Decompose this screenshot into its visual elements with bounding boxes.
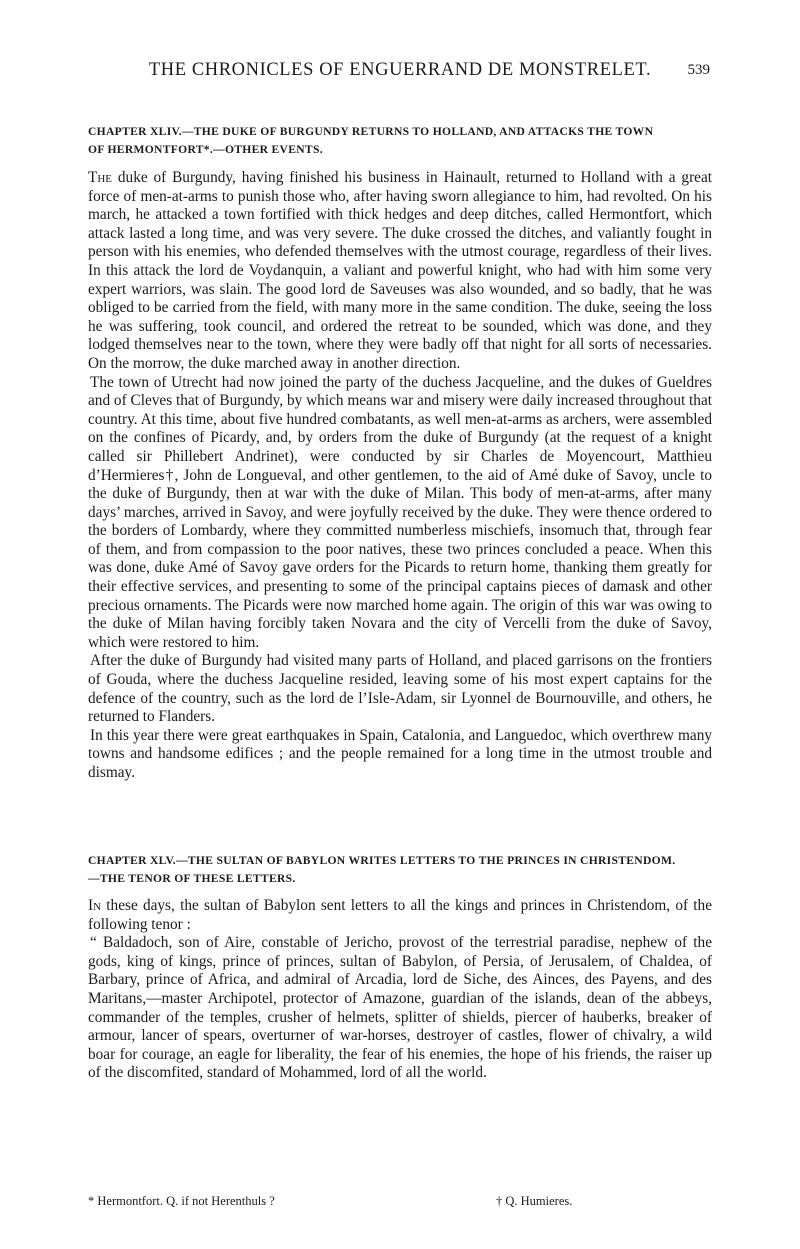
chapter-45-paragraph-2: “ Baldadoch, son of Aire, constable of Jericho, provost of the terrestrial paradise, nephew of the gods, king of kings, prince of princes, sultan of Babylon, of Persia, of Jerusalem, of Chaldea, of Barbary, prince of Africa, and admiral of Arcadia, lord de Siche, des Ainces, des Payens, and des Maritans,—master Archipotel, protector of Amazone, guardian of the islands, dean of the abbeys, commander of the temples, crusher of helmets, splitter of shields, piercer of hauberks, breaker of armour, lancer of spears, overturner of war-horses, destroyer of castles, flower of chivalry, a wild boar for courage, an eagle for liberality, the fear of his enemies, the hope of his friends, the raiser up of the discomfited, standard of Mohammed, lord of all the world. <box>88 934 712 1082</box>
chapter-45-paragraph-1-text: these days, the sultan of Babylon sent letters to all the kings and princes in Christendom, of the following tenor : <box>88 897 712 933</box>
chapter-44-paragraph-2: The town of Utrecht had now joined the party of the duchess Jacqueline, and the dukes of Gueldres and of Cleves that of Burgundy, by which means war and misery were daily increased throughout that country. At this time, about five hundred combatants, as well men-at-arms as archers, were assembled on the confines of Picardy, and, by orders from the duke of Burgundy (at the request of a knight called sir Phillebert Andrinet), were conducted by sir Charles de Moyencourt, Matthieu d’Hermieres†, John de Longueval, and other gentlemen, to the aid of Amé duke of Savoy, uncle to the duke of Burgundy, then at war with the duke of Milan. This body of men-at-arms, after many days’ marches, arrived in Savoy, and were joyfully received by the duke. They were thence ordered to the borders of Lombardy, where they committed numberless mischiefs, insomuch that, through fear of them, and from compassion to the poor natives, these two princes concluded a peace. When this was done, duke Amé of Savoy gave orders for the Picards to return home, thanking them greatly for their effective services, and presenting to some of the principal captains pieces of damask and other precious ornaments. The Picards were now marched home again. The origin of this war was owing to the duke of Milan having forcibly taken Novara and the city of Vercelli from the duke of Savoy, which were restored to him. <box>88 373 712 651</box>
running-title: THE CHRONICLES OF ENGUERRAND DE MONSTRELET. <box>148 60 652 80</box>
chapter-45-paragraph-1 <box>88 897 712 934</box>
chapter-45-heading-line2: —THE TENOR OF THESE LETTERS. <box>88 872 296 885</box>
chapter-44-paragraph-1-text: duke of Burgundy, having finished his business in Hainault, returned to Holland with a great force of men-at-arms to punish those who, after having sworn allegiance to him, had revolted. On his march, he attacked a town fortified with thick hedges and deep ditches, called Hermontfort, which attack lasted a long time, and was very severe. The duke crossed the ditches, and valiantly fought in person with his enemies, who defended themselves with the utmost courage, regardless of their lives. In this attack the lord de Voydanquin, a valiant and powerful knight, who had with him some very expert warriors, was slain. The good lord de Saveuses was also wounded, and so badly, that he was obliged to be carried from the field, with many more in the same condition. The duke, seeing the loss he was suffering, took council, and ordered the retreat to be sounded, which was done, and they lodged themselves near to the town, where they were badly off that night for all sorts of necessaries. On the morrow, the duke marched away in another direction. <box>88 169 712 372</box>
chapter-44-heading-line2: OF HERMONTFORT*.—OTHER EVENTS. <box>88 143 323 156</box>
chapter-44-heading <box>88 123 712 159</box>
chapter-44-paragraph-3: After the duke of Burgundy had visited many parts of Holland, and placed garrisons on the frontiers of Gouda, where the duchess Jacqueline resided, leaving some of his most expert captains for the defence of the country, such as the lord de l’Isle-Adam, sir Lyonnel de Bournouville, and others, he returned to Flanders. <box>88 652 712 726</box>
chapter-44 <box>88 123 712 783</box>
chapter-44-paragraph-1 <box>88 169 712 374</box>
chapter-44-lead-word: The <box>88 169 113 186</box>
running-header <box>0 60 800 84</box>
chapter-45-body <box>88 897 712 1083</box>
chapter-45-lead-word: In <box>88 897 102 914</box>
chapter-44-paragraph-4: In this year there were great earthquakes in Spain, Catalonia, and Languedoc, which overthrew many towns and handsome edifices ; and the people remained for a long time in the utmost trouble and dismay. <box>88 726 712 781</box>
footnote-hermontfort: * Hermontfort. Q. if not Herenthuls ? <box>88 1194 275 1208</box>
chapter-45-heading <box>88 852 712 888</box>
chapter-44-heading-line1: CHAPTER XLIV.—THE DUKE OF BURGUNDY RETURNS TO HOLLAND, AND ATTACKS THE TOWN <box>88 125 654 138</box>
chapter-45 <box>88 852 712 1083</box>
footnote-humieres: † Q. Humieres. <box>496 1194 573 1208</box>
chapter-45-heading-line1: CHAPTER XLV.—THE SULTAN OF BABYLON WRITES LETTERS TO THE PRINCES IN CHRISTENDOM. <box>88 854 676 867</box>
chapter-44-body <box>88 169 712 783</box>
page-number: 539 <box>687 62 710 78</box>
